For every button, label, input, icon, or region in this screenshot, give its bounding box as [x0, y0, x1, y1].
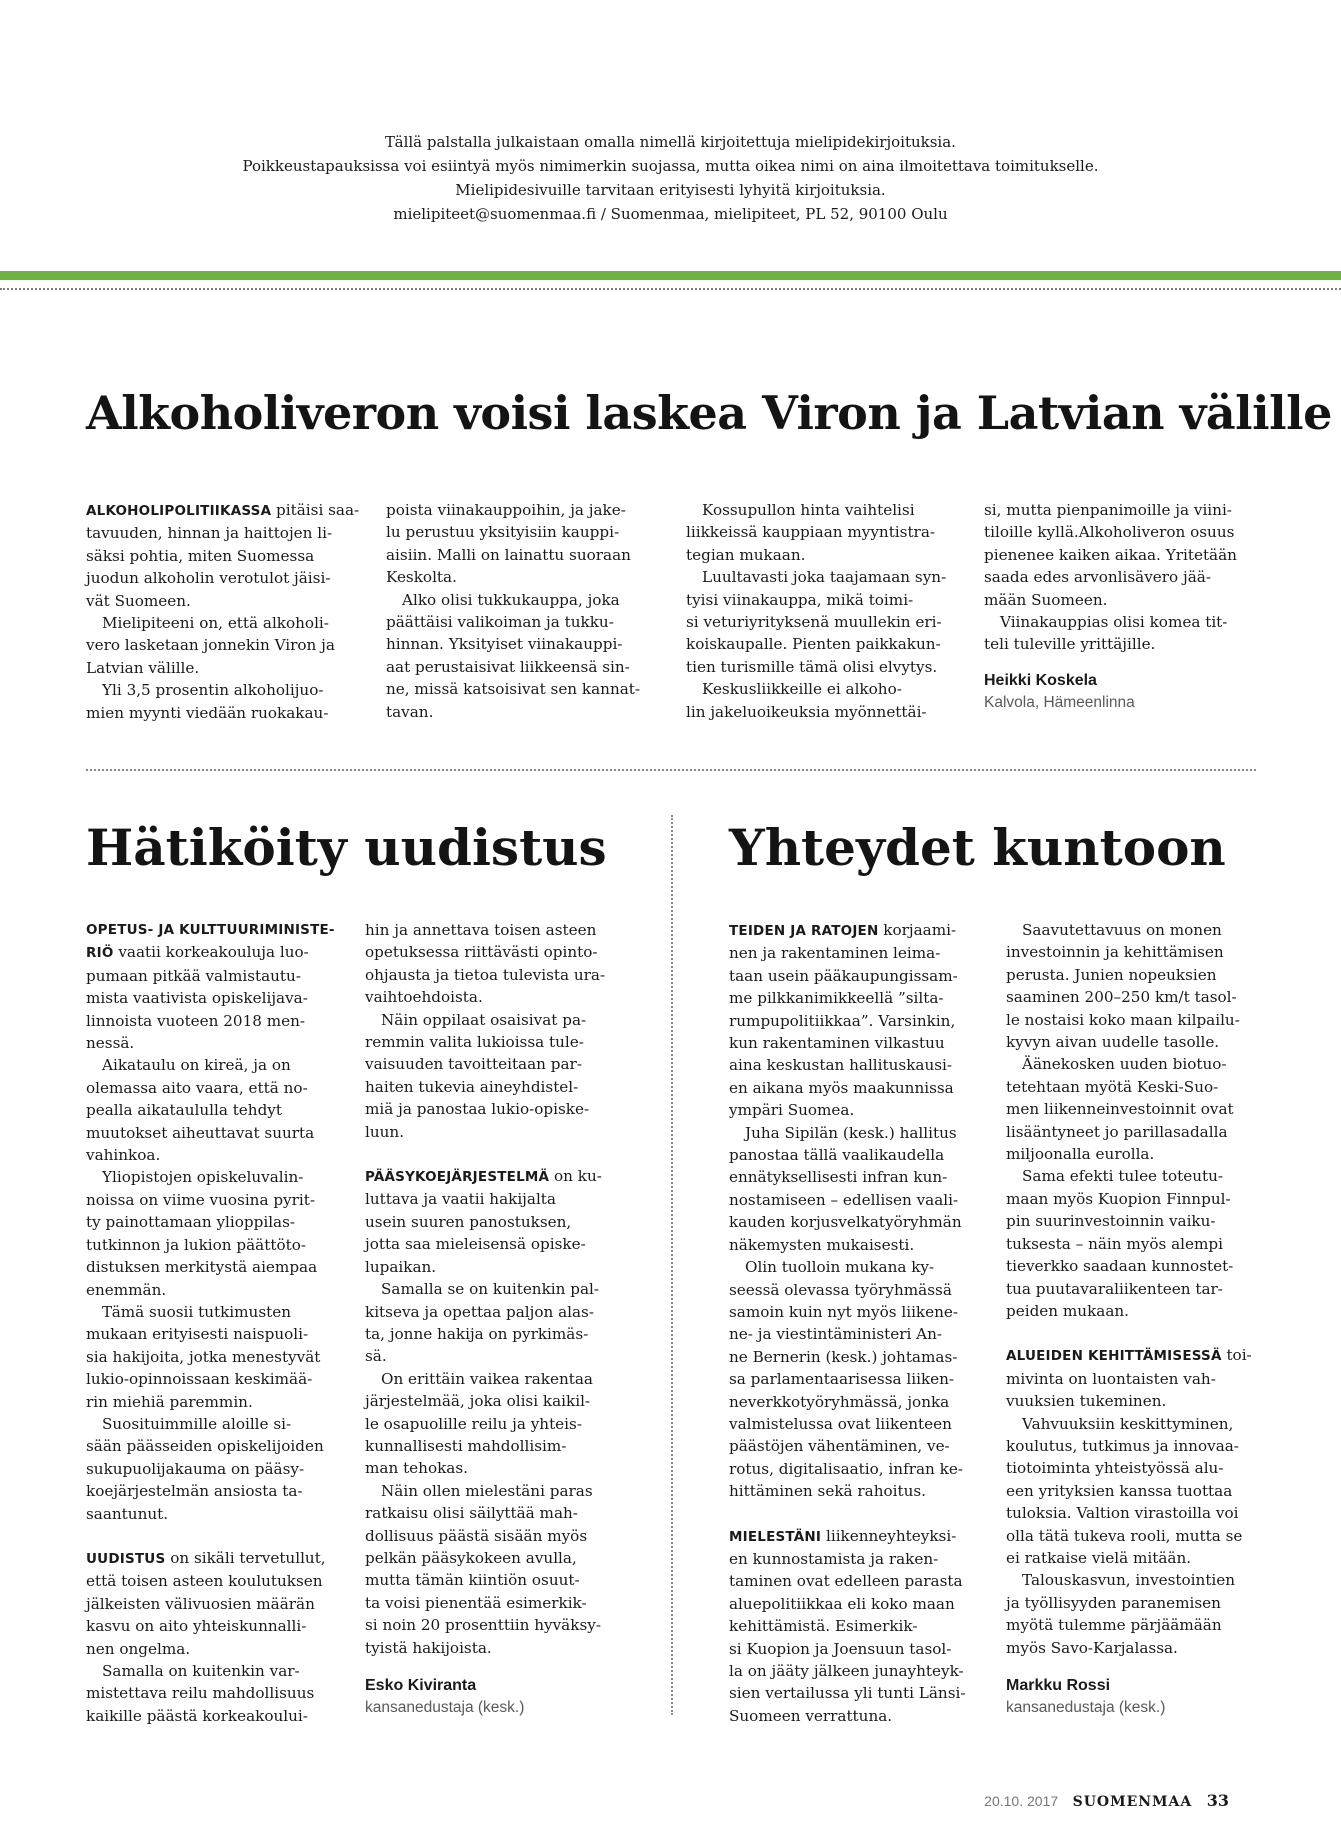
text-line: taan usein pääkaupungissam-: [729, 966, 958, 985]
text-line: tyistä hakijoista.: [365, 1638, 492, 1657]
text-line: mään Suomeen.: [984, 590, 1108, 609]
text-line: seessä olevassa työryhmässä: [729, 1280, 952, 1299]
text-line: päättäisi valikoiman ja tukku-: [386, 613, 614, 632]
lead-in: PÄÄSYKOEJÄRJESTELMÄ: [365, 1169, 550, 1186]
text-line: Näin oppilaat osaisivat pa-: [381, 1010, 587, 1029]
article1-column-4: [984, 499, 1237, 715]
text-line: ei ratkaise vielä mitään.: [1006, 1548, 1192, 1567]
text-line: PÄÄSYKOEJÄRJESTELMÄ on ku-: [365, 1167, 602, 1186]
text-line: si veturiyrityksenä muullekin eri-: [686, 613, 942, 632]
text-line: vaihtoehdoista.: [365, 988, 483, 1007]
text-line: muutokset aiheuttavat suurta: [86, 1123, 315, 1142]
text-line: Samalla se on kuitenkin pal-: [381, 1280, 600, 1299]
author-role: Kalvola, Hämeenlinna: [984, 694, 1135, 712]
text-line: pienenee kaiken aikaa. Yritetään: [984, 545, 1237, 564]
text-line: hin ja annettava toisen asteen: [365, 921, 597, 939]
text-line: remmin valita lukioissa tule-: [365, 1033, 584, 1052]
text-line: hittäminen sekä rahoitus.: [729, 1482, 927, 1501]
text-line: Kossupullon hinta vaihtelisi: [702, 501, 915, 519]
text-line: ta voisi pienentää esimerkik-: [365, 1593, 587, 1612]
text-line: että toisen asteen koulutuksen: [86, 1572, 323, 1591]
text-line: le osapuolille reilu ja yhteis-: [365, 1414, 582, 1433]
article-title: Hätiköity uudistus: [86, 818, 607, 877]
intro-contact: mielipiteet@suomenmaa.fi / Suomenmaa, mielipiteet, PL 52, 90100 Oulu: [393, 205, 948, 223]
text-line: distuksen merkitystä aiempaa: [86, 1258, 318, 1277]
text-line: tuksesta – näin myös alempi: [1006, 1234, 1224, 1253]
text-line: si Kuopion ja Joensuun tasol-: [729, 1639, 952, 1658]
text-line: ne Bernerin (kesk.) johtamas-: [729, 1347, 958, 1366]
text-line: saaminen 200–250 km/t tasol-: [1006, 988, 1237, 1007]
text-line: sä.: [365, 1347, 387, 1366]
text-line: liikkeissä kauppiaan myyntistra-: [686, 523, 935, 542]
text-line: saantunut.: [86, 1504, 169, 1523]
text-line: Samalla on kuitenkin var-: [102, 1662, 300, 1680]
text-line: On erittäin vaikea rakentaa: [381, 1369, 593, 1388]
lead-in: TEIDEN JA RATOJEN: [729, 923, 879, 939]
text-line: lin jakeluoikeuksia myönnettäi-: [686, 702, 927, 721]
text-line: mien myynti viedään ruokakau-: [86, 703, 329, 722]
text-line: ta, jonne hakija on pyrkimäs-: [365, 1324, 589, 1343]
text-line: rin miehiä paremmin.: [86, 1392, 253, 1411]
text-line: sien vertailussa yli tunti Länsi-: [729, 1684, 966, 1703]
text-line: TEIDEN JA RATOJEN korjaami-: [729, 921, 957, 939]
author-name: Markku Rossi: [1006, 1677, 1111, 1694]
text-line: olemassa aito vaara, että no-: [86, 1078, 308, 1097]
article-title: Yhteydet kuntoon: [729, 818, 1226, 877]
text-line: UUDISTUS on sikäli tervetullut,: [86, 1548, 326, 1567]
text-line: kaikille päästä korkeakoului-: [86, 1706, 308, 1725]
green-divider: [0, 271, 1341, 280]
text-line: nostamiseen – edellisen vaali-: [729, 1190, 959, 1209]
text-line: kunnallisesti mahdollisim-: [365, 1436, 567, 1455]
text-line: ja työllisyyden paranemisen: [1006, 1593, 1221, 1612]
text-line: vät Suomeen.: [86, 591, 191, 610]
text-line: tetehtaan myötä Keski-Suo-: [1006, 1077, 1219, 1096]
issue-date: 20.10. 2017: [984, 1793, 1059, 1809]
text-line: kitseva ja opettaa paljon alas-: [365, 1302, 594, 1321]
text-line: järjestelmää, joka olisi kaikil-: [365, 1392, 591, 1411]
text-line: mukaan erityisesti naispuoli-: [86, 1325, 309, 1344]
text-line: kun rakentaminen vilkastuu: [729, 1034, 945, 1053]
lead-in: MIELESTÄNI: [729, 1528, 822, 1545]
author-name: Heikki Koskela: [984, 671, 1097, 689]
text-line: Sama efekti tulee toteutu-: [1022, 1167, 1224, 1186]
text-line: juodun alkoholin verotulot jäisi-: [86, 569, 331, 588]
text-line: Aikataulu on kireä, ja on: [102, 1056, 291, 1075]
text-line: Suomeen verrattuna.: [729, 1706, 893, 1725]
lead-in: ALKOHOLIPOLITIIKASSA: [86, 503, 272, 519]
text-line: tavuuden, hinnan ja haittojen li-: [86, 524, 333, 543]
text-line: ALUEIDEN KEHITTÄMISESSÄ toi-: [1006, 1346, 1252, 1365]
text-line: perusta. Junien nopeuksien: [1006, 965, 1217, 984]
text-line: si noin 20 prosenttiin hyväksy-: [365, 1616, 601, 1635]
text-line: ne- ja viestintäministeri An-: [729, 1325, 943, 1344]
text-line: nen ja rakentaminen leima-: [729, 944, 941, 963]
text-line: mivinta on luontaisten vah-: [1006, 1369, 1216, 1388]
text-line: aisiin. Malli on lainattu suoraan: [386, 545, 631, 564]
text-line: koulutus, tutkimus ja innovaa-: [1006, 1436, 1239, 1455]
text-line: vaisuuden tavoitteitaan par-: [365, 1055, 582, 1074]
column-divider: [671, 815, 673, 1715]
text-line: usein suuren panostuksen,: [365, 1212, 572, 1231]
text-line: Näin ollen mielestäni paras: [381, 1481, 593, 1500]
text-line: sia hakijoita, jotka menestyvät: [86, 1347, 321, 1366]
page-footer: [984, 1791, 1229, 1810]
text-line: ennätyksellisesti infran kun-: [729, 1168, 948, 1187]
text-line: vuuksien tukeminen.: [1006, 1392, 1167, 1411]
text-line: Keskolta.: [386, 568, 457, 587]
text-line: Olin tuolloin mukana ky-: [745, 1258, 935, 1277]
text-line: Viinakauppias olisi komea tit-: [1000, 613, 1228, 632]
intro-line: Tällä palstalla julkaistaan omalla nimellä kirjoitettuja mielipidekirjoituksia.: [385, 133, 956, 151]
text-line: nen ongelma.: [86, 1639, 191, 1658]
text-line: men liikenneinvestoinnit ovat: [1006, 1100, 1234, 1119]
text-line: päästöjen vähentäminen, ve-: [729, 1437, 950, 1456]
text-line: vahinkoa.: [86, 1146, 161, 1165]
text-line: miljoonalla eurolla.: [1006, 1145, 1155, 1164]
text-line: dollisuus päästä sisään myös: [365, 1526, 588, 1545]
text-line: lupaikan.: [365, 1257, 437, 1276]
text-line: rotus, digitalisaatio, infran ke-: [729, 1459, 963, 1478]
text-line: la on jääty jälkeen junayhteyk-: [729, 1662, 964, 1680]
text-line: koejärjestelmän ansiosta ta-: [86, 1482, 303, 1501]
text-line: tuloksia. Valtion virastoilla voi: [1006, 1504, 1239, 1523]
text-line: Latvian välille.: [86, 658, 200, 677]
text-line: Tämä suosii tutkimusten: [102, 1302, 291, 1321]
text-line: neverkkotyöryhmässä, jonka: [729, 1392, 950, 1411]
text-line: haiten tukevia aineyhdistel-: [365, 1077, 579, 1096]
article1-column-2: [386, 499, 640, 723]
text-line: olla tätä tukeva rooli, mutta se: [1006, 1526, 1243, 1545]
text-line: lisääntyneet jo parillasadalla: [1006, 1122, 1228, 1141]
text-line: pealla aikataululla tehdyt: [86, 1101, 282, 1120]
text-line: tieverkko saadaan kunnostet-: [1006, 1257, 1234, 1276]
text-line: Talouskasvun, investointien: [1022, 1571, 1236, 1590]
text-line: linnoista vuoteen 2018 men-: [86, 1011, 306, 1030]
text-line: Luultavasti joka taajamaan syn-: [702, 568, 947, 587]
text-line: hinnan. Yksityiset viinakauppi-: [386, 635, 623, 654]
text-line: Yliopistojen opiskeluvalin-: [102, 1168, 304, 1187]
text-line: nessä.: [86, 1034, 135, 1053]
text-line: kehittämistä. Esimerkik-: [729, 1617, 918, 1636]
text-line: teli tuleville yrittäjille.: [984, 635, 1156, 654]
text-line: lu perustuu yksityisiin kauppi-: [386, 523, 620, 542]
text-line: sään päässeiden opiskelijoiden: [86, 1437, 324, 1456]
article2-column-2: [365, 919, 605, 1720]
text-line: näkemysten mukaisesti.: [729, 1235, 915, 1254]
text-line: opetuksessa riittävästi opinto-: [365, 943, 598, 962]
text-line: ohjausta ja tietoa tulevista ura-: [365, 965, 606, 984]
text-line: man tehokas.: [365, 1459, 468, 1478]
text-line: MIELESTÄNI liikenneyhteyksi-: [729, 1526, 957, 1545]
text-line: kauden korjusvelkatyöryhmän: [729, 1213, 962, 1232]
text-line: tiloille kyllä.Alkoholiveron osuus: [984, 523, 1235, 542]
text-line: Keskusliikkeille ei alkoho-: [702, 680, 902, 699]
text-line: aat perustaisivat liikkeensä sin-: [386, 657, 630, 676]
text-line: jälkeisten välivuosien määrän: [86, 1594, 315, 1613]
text-line: Vahvuuksiin keskittyminen,: [1022, 1414, 1234, 1433]
text-line: tavan.: [386, 702, 434, 721]
text-line: myös Savo-Karjalassa.: [1006, 1638, 1178, 1657]
text-line: tiotoiminta yhteistyössä alu-: [1006, 1459, 1224, 1478]
text-line: si, mutta pienpanimoille ja viini-: [984, 501, 1232, 519]
text-line: en kunnostamista ja raken-: [729, 1549, 939, 1568]
text-line: vero lasketaan jonnekin Viron ja: [86, 636, 335, 655]
text-line: jotta saa mieleisensä opiske-: [365, 1235, 586, 1254]
text-line: enemmän.: [86, 1280, 167, 1299]
lead-in: RIÖ: [86, 945, 114, 962]
text-line: luttava ja vaatii hakijalta: [365, 1190, 556, 1209]
article-title: Alkoholiveron voisi laskea Viron ja Latvian välille: [86, 386, 1332, 440]
text-line: samoin kuin nyt myös liikene-: [729, 1302, 959, 1321]
text-line: taminen ovat edelleen parasta: [729, 1572, 963, 1591]
intro-notice: [0, 130, 1341, 226]
text-line: mistettava reilu mahdollisuus: [86, 1684, 315, 1703]
text-line: mista vaativista opiskelijava-: [86, 989, 308, 1008]
text-line: luun.: [365, 1122, 405, 1141]
text-line: rumpupolitiikkaa”. Varsinkin,: [729, 1011, 956, 1030]
text-line: Saavutettavuus on monen: [1022, 921, 1222, 939]
text-line: Mielipiteeni on, että alkoholi-: [102, 614, 329, 633]
text-line: kyvyn aivan uudelle tasolle.: [1006, 1033, 1220, 1052]
text-line: aluepolitiikkaa eli koko maan: [729, 1594, 955, 1613]
text-line: ty painottamaan ylioppilas-: [86, 1213, 296, 1232]
text-line: myötä tulemme pärjäämään: [1006, 1616, 1222, 1635]
text-line: panostaa tällä vaalikaudella: [729, 1146, 945, 1165]
author-name: Esko Kiviranta: [365, 1677, 477, 1694]
text-line: ympäri Suomea.: [729, 1101, 855, 1120]
text-line: sa parlamentaarisessa liiken-: [729, 1370, 955, 1389]
page-number: 33: [1206, 1791, 1229, 1810]
text-line: Yli 3,5 prosentin alkoholijuo-: [102, 681, 324, 700]
lead-in: OPETUS- JA KULTTUURIMINISTE-: [86, 922, 335, 938]
text-line: saada edes arvonlisävero jää-: [984, 568, 1211, 587]
text-line: sukupuolijakauma on pääsy-: [86, 1459, 305, 1478]
intro-line: Poikkeustapauksissa voi esiintyä myös nimimerkin suojassa, mutta oikea nimi on aina ilmoitettava toimitukselle.: [242, 157, 1099, 175]
text-line: ratkaisu olisi säilyttää mah-: [365, 1504, 578, 1523]
text-line: Äänekosken uuden biotuo-: [1022, 1055, 1227, 1074]
text-line: Juha Sipilän (kesk.) hallitus: [745, 1123, 957, 1142]
text-line: aina keskustan hallituskausi-: [729, 1056, 953, 1075]
text-line: säksi pohtia, miten Suomessa: [86, 546, 315, 565]
text-line: tutkinnon ja lukion päättöto-: [86, 1235, 306, 1254]
text-line: en aikana myös maakunnissa: [729, 1078, 954, 1097]
text-line: een yrityksien kanssa tuottaa: [1006, 1481, 1233, 1500]
text-line: pin suurinvestoinnin vaiku-: [1006, 1212, 1216, 1231]
text-line: tien turismille tämä olisi elvytys.: [686, 657, 938, 676]
text-line: peiden mukaan.: [1006, 1301, 1129, 1320]
text-line: RIÖ vaatii korkeakouluja luo-: [86, 943, 309, 962]
text-line: tyisi viinakauppa, mikä toimi-: [686, 590, 914, 609]
article3-column-1: [729, 919, 965, 1727]
text-line: tua puutavaraliikenteen tar-: [1006, 1279, 1223, 1298]
text-line: lukio-opinnoissaan keskimää-: [86, 1370, 313, 1389]
text-line: me pilkkanimikkeellä ”silta-: [729, 989, 944, 1008]
author-role: kansanedustaja (kesk.): [365, 1699, 525, 1717]
dotted-divider: [86, 769, 1256, 771]
lead-in: UUDISTUS: [86, 1550, 166, 1567]
text-line: noissa on viime vuosina pyrit-: [86, 1190, 315, 1209]
publication-name: SUOMENMAA: [1072, 1794, 1193, 1810]
lead-in: ALUEIDEN KEHITTÄMISESSÄ: [1006, 1348, 1222, 1365]
text-line: Suosituimmille aloille si-: [102, 1414, 292, 1433]
text-line: pumaan pitkää valmistautu-: [86, 966, 301, 985]
intro-line: Mielipidesivuille tarvitaan erityisesti lyhyitä kirjoituksia.: [455, 181, 886, 199]
text-line: mutta tämän kiintiön osuut-: [365, 1571, 580, 1590]
article1-column-3: [686, 499, 946, 723]
text-line: maan myös Kuopion Finnpul-: [1006, 1189, 1231, 1208]
text-line: koiskaupalle. Pienten paikkakun-: [686, 635, 941, 654]
text-line: ne, missä katsoisivat sen kannat-: [386, 680, 641, 699]
article2-column-1: [86, 919, 335, 1727]
text-line: tegian mukaan.: [686, 545, 806, 564]
text-line: investoinnin ja kehittämisen: [1006, 943, 1224, 962]
text-line: ALKOHOLIPOLITIIKASSA pitäisi saa-: [86, 501, 360, 519]
article1-column-1: [86, 499, 359, 724]
text-line: poista viinakauppoihin, ja jake-: [386, 501, 626, 519]
text-line: kasvu on aito yhteiskunnalli-: [86, 1617, 307, 1636]
text-line: valmistelussa ovat liikenteen: [729, 1414, 952, 1433]
text-line: miä ja panostaa lukio-opiske-: [365, 1100, 590, 1119]
text-line: Alko olisi tukkukauppa, joka: [402, 590, 620, 609]
text-line: pelkän pääsykokeen avulla,: [365, 1548, 577, 1567]
text-line: le nostaisi koko maan kilpailu-: [1006, 1010, 1240, 1029]
dotted-divider: [0, 288, 1341, 290]
author-role: kansanedustaja (kesk.): [1006, 1699, 1166, 1717]
article3-column-2: [1006, 919, 1252, 1720]
